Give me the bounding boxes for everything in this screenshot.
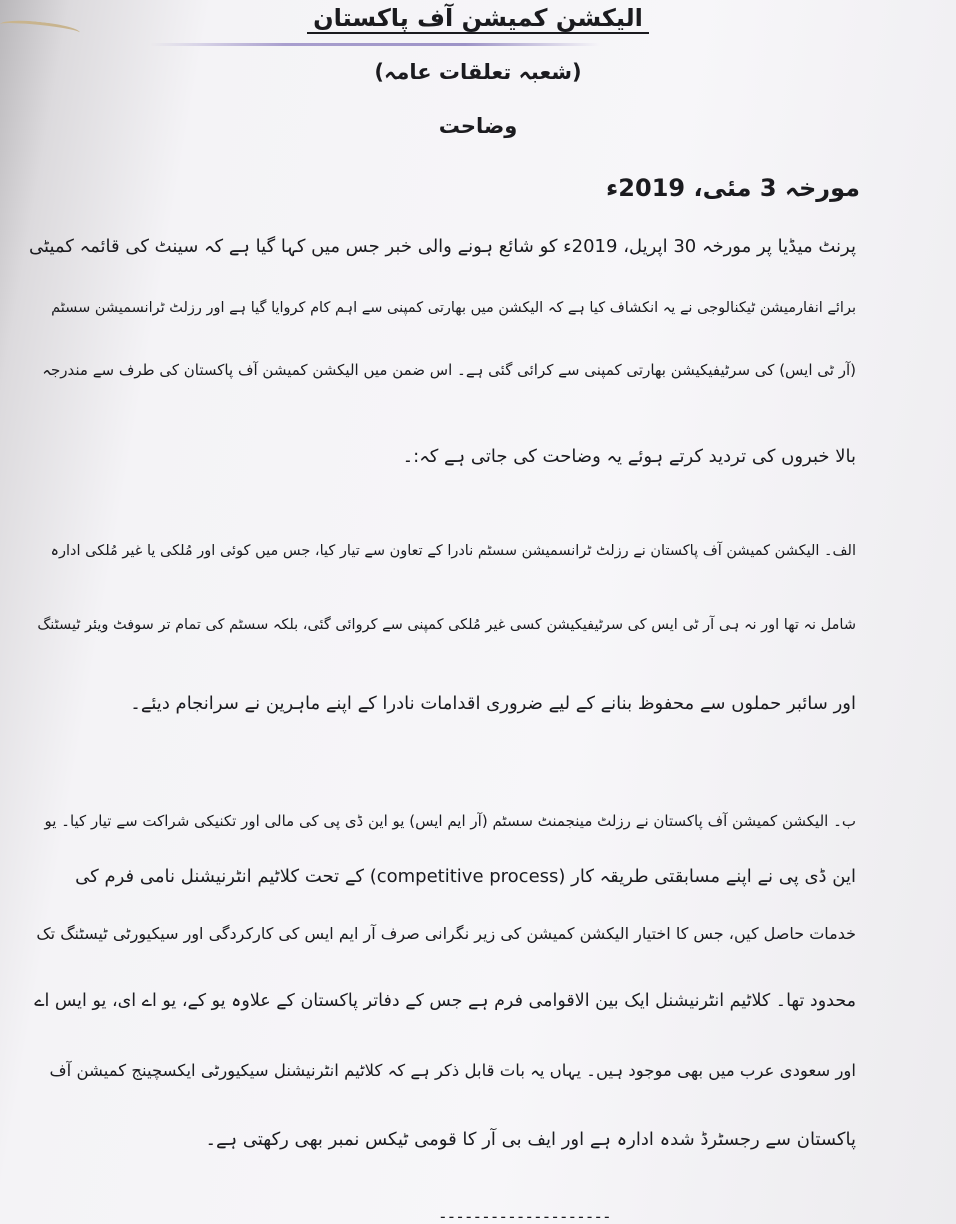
department-label: (شعبہ تعلقات عامہ)	[374, 60, 582, 84]
point-b-line: این ڈی پی نے اپنے مسابقتی طریقہ کار (competitive process) کے تحت کلاٹیم انٹرنیشنل نامی فرم کی	[75, 866, 856, 887]
intro-line: (آر ٹی ایس) کی سرٹیفیکیشن بھارتی کمپنی سے کرائی گئی ہے۔ اس ضمن میں الیکشن کمیشن آف پاکستان کی طرف سے مندرجہ	[42, 361, 856, 379]
organization-title: الیکشن کمیشن آف پاکستان	[0, 4, 956, 32]
closing-rule: --------------------	[438, 1207, 611, 1224]
subject-heading: وضاحت	[438, 114, 518, 138]
point-b-line: ب۔ الیکشن کمیشن آف پاکستان نے رزلٹ مینجمنٹ سسٹم (آر ایم ایس) یو این ڈی پی کی مالی اور تکنیکی شراکت سے تیار کیا۔ یو	[44, 812, 856, 830]
point-a-line: الف۔ الیکشن کمیشن آف پاکستان نے رزلٹ ٹرانسمیشن سسٹم نادرا کے تعاون سے تیار کیا، جس میں کوئی اور مُلکی یا غیر مُلکی ادارہ	[50, 543, 856, 559]
date-line: مورخہ 3 مئی، 2019ء	[606, 174, 860, 202]
point-a-line: شامل نہ تھا اور نہ ہی آر ٹی ایس کی سرٹیفیکیشن کسی غیر مُلکی کمپنی سے کروائی گئی، بلکہ سسٹم کی تمام تر سوفٹ ویئر ٹیسٹنگ	[37, 617, 856, 633]
intro-line: برائے انفارمیشن ٹیکنالوجی نے یہ انکشاف کیا ہے کہ الیکشن میں بھارتی کمپنی سے اہم کام کروایا گیا ہے اور رزلٹ ٹرانسمیشن سسٹم	[51, 300, 856, 316]
intro-line: بالا خبروں کی تردید کرتے ہوئے یہ وضاحت کی جاتی ہے کہ:۔	[402, 446, 856, 467]
header-rule	[150, 43, 600, 46]
point-b-line: پاکستان سے رجسٹرڈ شدہ ادارہ ہے اور ایف بی آر کا قومی ٹیکس نمبر بھی رکھتی ہے۔	[205, 1129, 856, 1150]
point-b-line: اور سعودی عرب میں بھی موجود ہیں۔ یہاں یہ بات قابل ذکر ہے کہ کلاٹیم انٹرنیشنل سیکیورٹی ایکسچینج کمیشن آف	[49, 1061, 856, 1080]
point-b-line: خدمات حاصل کیں، جس کا اختیار الیکشن کمیشن کی زیر نگرانی صرف آر ایم ایس کی کارکردگی اور سیکیورٹی ٹیسٹنگ تک	[36, 924, 856, 943]
point-b-line: محدود تھا۔ کلاٹیم انٹرنیشنل ایک بین الاقوامی فرم ہے جس کے دفاتر پاکستان کے علاوہ یو کے، یو اے ای، یو ایس اے	[34, 991, 856, 1011]
intro-line: پرنٹ میڈیا پر مورخہ 30 اپریل، 2019ء کو شائع ہونے والی خبر جس میں کہا گیا ہے کہ سینٹ کی قائمہ کمیٹی	[29, 236, 856, 257]
point-a-line: اور سائبر حملوں سے محفوظ بنانے کے لیے ضروری اقدامات نادرا کے اپنے ماہرین نے سرانجام دیئے۔	[130, 693, 856, 714]
